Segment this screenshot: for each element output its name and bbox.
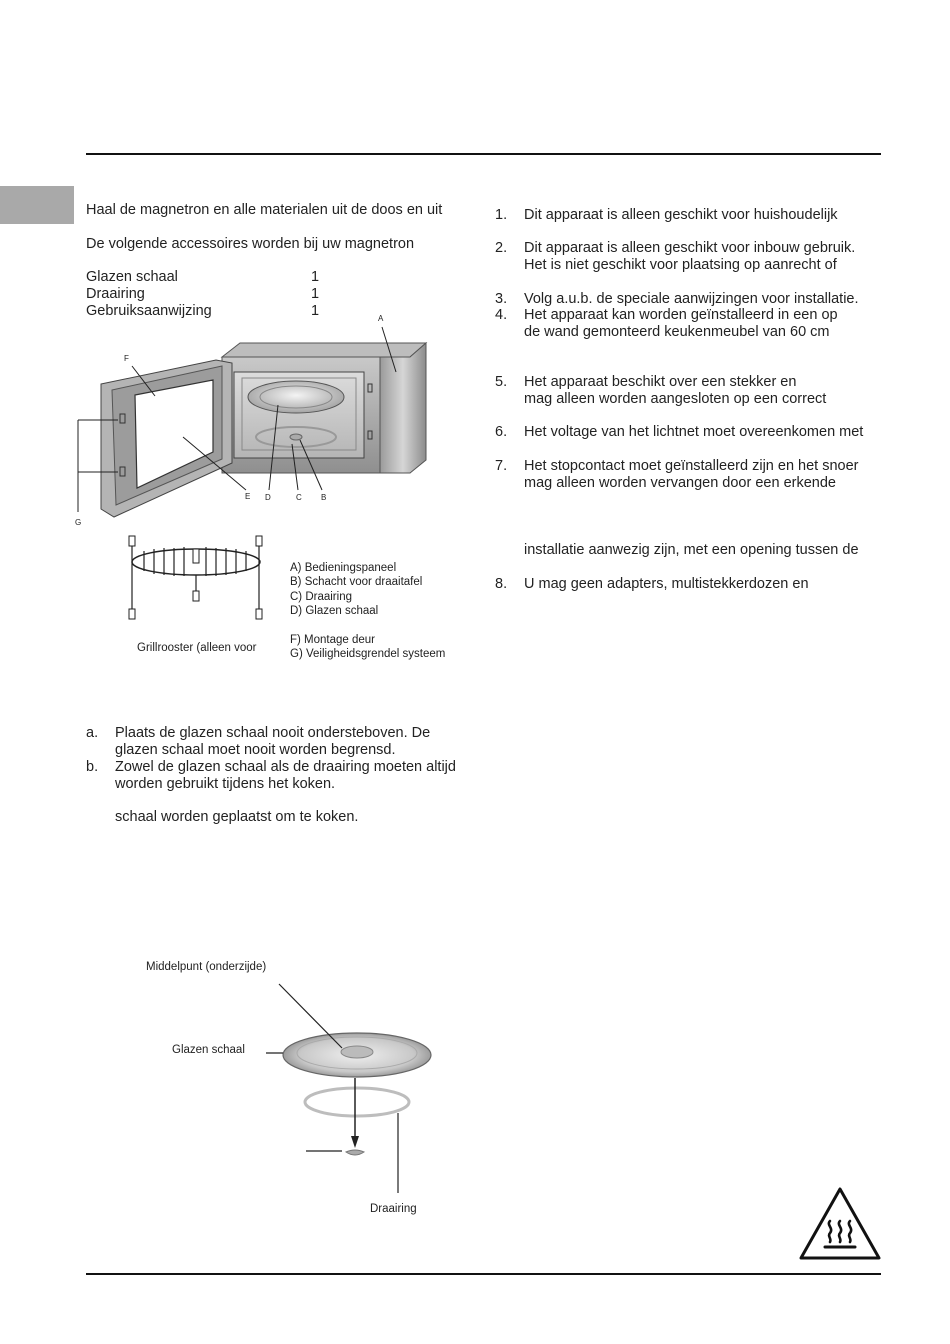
accessory-qty: 1 [311,286,320,302]
note-line: Zowel de glazen schaal als de draairing moeten altijd [115,759,456,775]
legend-item: D) Glazen schaal [290,605,379,617]
instruction-line: Dit apparaat is alleen geschikt voor huishoudelijk [524,207,838,223]
legend-item: B) Schacht voor draaitafel [290,576,423,588]
instruction-number: 6. [495,424,508,440]
accessory-name: Glazen schaal [86,269,178,285]
legend-item: A) Bedieningspaneel [290,562,397,574]
instruction-line: de wand gemonteerd keukenmeubel van 60 cm [524,324,830,340]
note-marker: b. [86,759,99,775]
intro-line-2: De volgende accessoires worden bij uw magnetron [86,236,415,252]
legend-item: F) Montage deur [290,634,376,646]
turntable-glass-label: Glazen schaal [172,1044,245,1056]
instruction-line: Het stopcontact moet geïnstalleerd zijn en het snoer [524,458,859,474]
instruction-line: installatie aanwezig zijn, met een opening tussen de [524,542,859,558]
grill-caption: Grillrooster (alleen voor [137,642,257,654]
label-a: A [378,314,384,323]
label-f: F [124,354,129,363]
instruction-line: mag alleen worden vervangen door een erkende [524,475,836,491]
instruction-number: 4. [495,307,508,323]
instruction-line: Het voltage van het lichtnet moet overeenkomen met [524,424,864,440]
label-c: C [296,493,302,502]
instruction-line: Dit apparaat is alleen geschikt voor inbouw gebruik. [524,240,856,256]
instruction-number: 2. [495,240,508,256]
turntable-ring-label: Draairing [370,1203,417,1215]
note-line: glazen schaal moet nooit worden begrensd. [115,742,396,758]
label-e: E [245,492,251,501]
legend-item: C) Draairing [290,591,352,603]
instruction-line: mag alleen worden aangesloten op een correct [524,391,827,407]
accessory-name: Gebruiksaanwijzing [86,303,212,319]
accessory-qty: 1 [311,269,320,285]
note-line: schaal worden geplaatst om te koken. [115,809,359,825]
turntable-center-label: Middelpunt (onderzijde) [146,961,267,973]
instruction-line: Het is niet geschikt voor plaatsing op aanrecht of [524,257,837,273]
note-marker: a. [86,725,99,741]
instruction-line: Het apparaat kan worden geïnstalleerd in een op [524,307,838,323]
instruction-line: Volg a.u.b. de speciale aanwijzingen voor installatie. [524,291,859,307]
accessory-qty: 1 [311,303,320,319]
label-g: G [75,518,82,527]
instruction-number: 1. [495,207,508,223]
instruction-number: 7. [495,458,508,474]
instruction-line: U mag geen adapters, multistekkerdozen en [524,576,809,592]
note-line: Plaats de glazen schaal nooit ondersteboven. De [115,725,431,741]
accessory-name: Draairing [86,286,145,302]
hot-surface-warning-icon [798,1186,882,1262]
label-d: D [265,493,271,502]
instruction-line: Het apparaat beschikt over een stekker en [524,374,797,390]
intro-line-1: Haal de magnetron en alle materialen uit de doos en uit [86,202,443,218]
instruction-number: 8. [495,576,508,592]
legend-item: G) Veiligheidsgrendel systeem [290,648,446,660]
instruction-number: 5. [495,374,508,390]
instruction-number: 3. [495,291,508,307]
label-b: B [321,493,327,502]
note-line: worden gebruikt tijdens het koken. [115,776,336,792]
